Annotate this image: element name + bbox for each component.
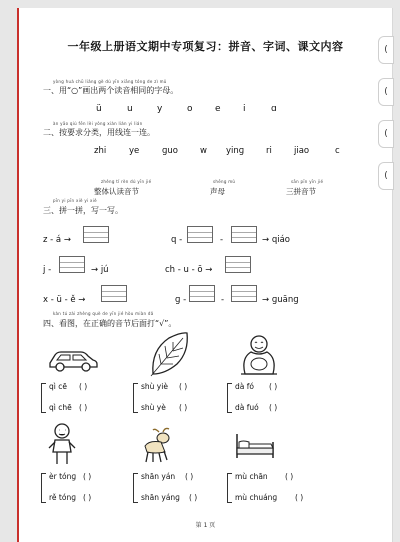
answer-paren[interactable]: ( ) bbox=[83, 493, 92, 502]
q1-letter: o bbox=[187, 104, 193, 114]
answer-paren[interactable]: ( ) bbox=[269, 403, 278, 412]
q3-item: ɡ - bbox=[175, 295, 187, 305]
q3-item: ch - u - ō → bbox=[165, 265, 213, 275]
option-syllable: shù yè bbox=[141, 403, 166, 412]
category-pinyin: sān pīn yīn jié bbox=[291, 179, 324, 184]
q1-pinyin: yòng huà chū liǎng gè dú yīn xiāng tóng de zì mǔ bbox=[53, 79, 167, 84]
option-syllable: shān yán bbox=[141, 472, 176, 481]
page-number: 第 1 页 bbox=[195, 522, 216, 529]
q3-item: → jú bbox=[91, 265, 109, 275]
writing-box[interactable] bbox=[59, 256, 85, 273]
sidebar-tab[interactable]: ( bbox=[378, 162, 394, 190]
answer-paren[interactable]: ( ) bbox=[83, 472, 92, 481]
answer-paren[interactable]: ( ) bbox=[295, 493, 304, 502]
q3-item: j - bbox=[43, 265, 52, 275]
q2-syllable: c bbox=[335, 146, 340, 156]
writing-box[interactable] bbox=[225, 256, 251, 273]
q2-syllable: jiao bbox=[294, 146, 310, 156]
category-pinyin: zhěng tǐ rèn dú yīn jié bbox=[101, 179, 152, 184]
option-bracket bbox=[41, 383, 46, 413]
q3-item: - bbox=[220, 235, 224, 245]
q2-syllable: ye bbox=[129, 146, 140, 156]
q4-label: 四、看图，在正确的音节后面打“√”。 bbox=[43, 319, 177, 328]
sidebar-tab[interactable]: ( bbox=[378, 36, 394, 64]
q4-pinyin: kàn tú zài zhèng què de yīn jié hòu miàn dǎ bbox=[53, 311, 154, 316]
q2-syllable: yinɡ bbox=[226, 146, 245, 156]
option-syllable: dà fuó bbox=[235, 403, 259, 412]
q1-letter: u bbox=[127, 104, 133, 114]
document-page bbox=[17, 8, 393, 542]
q2-syllable: zhi bbox=[94, 146, 107, 156]
option-bracket bbox=[133, 473, 138, 503]
bed-icon bbox=[233, 430, 277, 462]
answer-paren[interactable]: ( ) bbox=[189, 493, 198, 502]
answer-paren[interactable]: ( ) bbox=[179, 403, 188, 412]
q1-letter: y bbox=[157, 104, 163, 114]
q2-pinyin: àn yāo qiú fēn lèi yòng xiàn lián yi lián bbox=[53, 121, 143, 126]
page-title: 一年级上册语文期中专项复习：拼音、字词、课文内容 bbox=[67, 40, 344, 53]
option-bracket bbox=[133, 383, 138, 413]
q1-letter: ɑ bbox=[271, 104, 277, 114]
leaf-icon bbox=[147, 330, 191, 378]
q3-item: - bbox=[221, 295, 225, 305]
q3-item: x - ü - ě → bbox=[43, 295, 86, 305]
goat-icon bbox=[139, 426, 175, 464]
writing-box[interactable] bbox=[231, 285, 257, 302]
writing-box[interactable] bbox=[187, 226, 213, 243]
category-label: 整体认读音节 bbox=[94, 187, 139, 196]
option-syllable: shān yánɡ bbox=[141, 493, 180, 502]
writing-box[interactable] bbox=[83, 226, 109, 243]
q2-syllable: w bbox=[200, 146, 207, 156]
q3-item: z - á → bbox=[43, 235, 71, 245]
category-pinyin: shēng mǔ bbox=[213, 179, 236, 184]
writing-box[interactable] bbox=[101, 285, 127, 302]
car-icon bbox=[47, 343, 99, 373]
q3-item: q - bbox=[171, 235, 183, 245]
child-icon bbox=[47, 422, 77, 466]
option-bracket bbox=[227, 473, 232, 503]
answer-paren[interactable]: ( ) bbox=[79, 403, 88, 412]
q1-letter: e bbox=[215, 104, 221, 114]
q3-item: → qiáo bbox=[262, 235, 290, 245]
option-bracket bbox=[227, 383, 232, 413]
q2-label: 二、按要求分类，用线连一连。 bbox=[43, 128, 155, 137]
buddha-icon bbox=[237, 332, 281, 378]
option-syllable: qì chē bbox=[49, 403, 72, 412]
category-label: 三拼音节 bbox=[286, 187, 316, 196]
q3-item: → ɡuānɡ bbox=[262, 295, 299, 305]
option-syllable: shù yiè bbox=[141, 382, 168, 391]
answer-paren[interactable]: ( ) bbox=[269, 382, 278, 391]
q3-pinyin: pīn yi pīn xiě yi xiě bbox=[53, 198, 97, 203]
q3-label: 三、拼一拼，写一写。 bbox=[43, 206, 123, 215]
sidebar-tab[interactable]: ( bbox=[378, 120, 394, 148]
category-label: 声母 bbox=[210, 187, 225, 196]
answer-paren[interactable]: ( ) bbox=[285, 472, 294, 481]
option-bracket bbox=[41, 473, 46, 503]
q1-letter: i bbox=[243, 104, 246, 114]
answer-paren[interactable]: ( ) bbox=[179, 382, 188, 391]
option-syllable: èr tónɡ bbox=[49, 472, 77, 481]
option-syllable: rě tónɡ bbox=[49, 493, 76, 502]
q2-syllable: ɡuo bbox=[162, 146, 178, 156]
sidebar-tab[interactable]: ( bbox=[378, 78, 394, 106]
q1-label: 一、用“○”画出两个读音相同的字母。 bbox=[43, 86, 179, 95]
answer-paren[interactable]: ( ) bbox=[79, 382, 88, 391]
answer-paren[interactable]: ( ) bbox=[185, 472, 194, 481]
option-syllable: qì cē bbox=[49, 382, 67, 391]
q2-syllable: ri bbox=[266, 146, 272, 156]
option-syllable: mù chuánɡ bbox=[235, 493, 278, 502]
writing-box[interactable] bbox=[189, 285, 215, 302]
writing-box[interactable] bbox=[231, 226, 257, 243]
q1-letter: ü bbox=[96, 104, 102, 114]
option-syllable: mù chān bbox=[235, 472, 268, 481]
option-syllable: dà fó bbox=[235, 382, 254, 391]
